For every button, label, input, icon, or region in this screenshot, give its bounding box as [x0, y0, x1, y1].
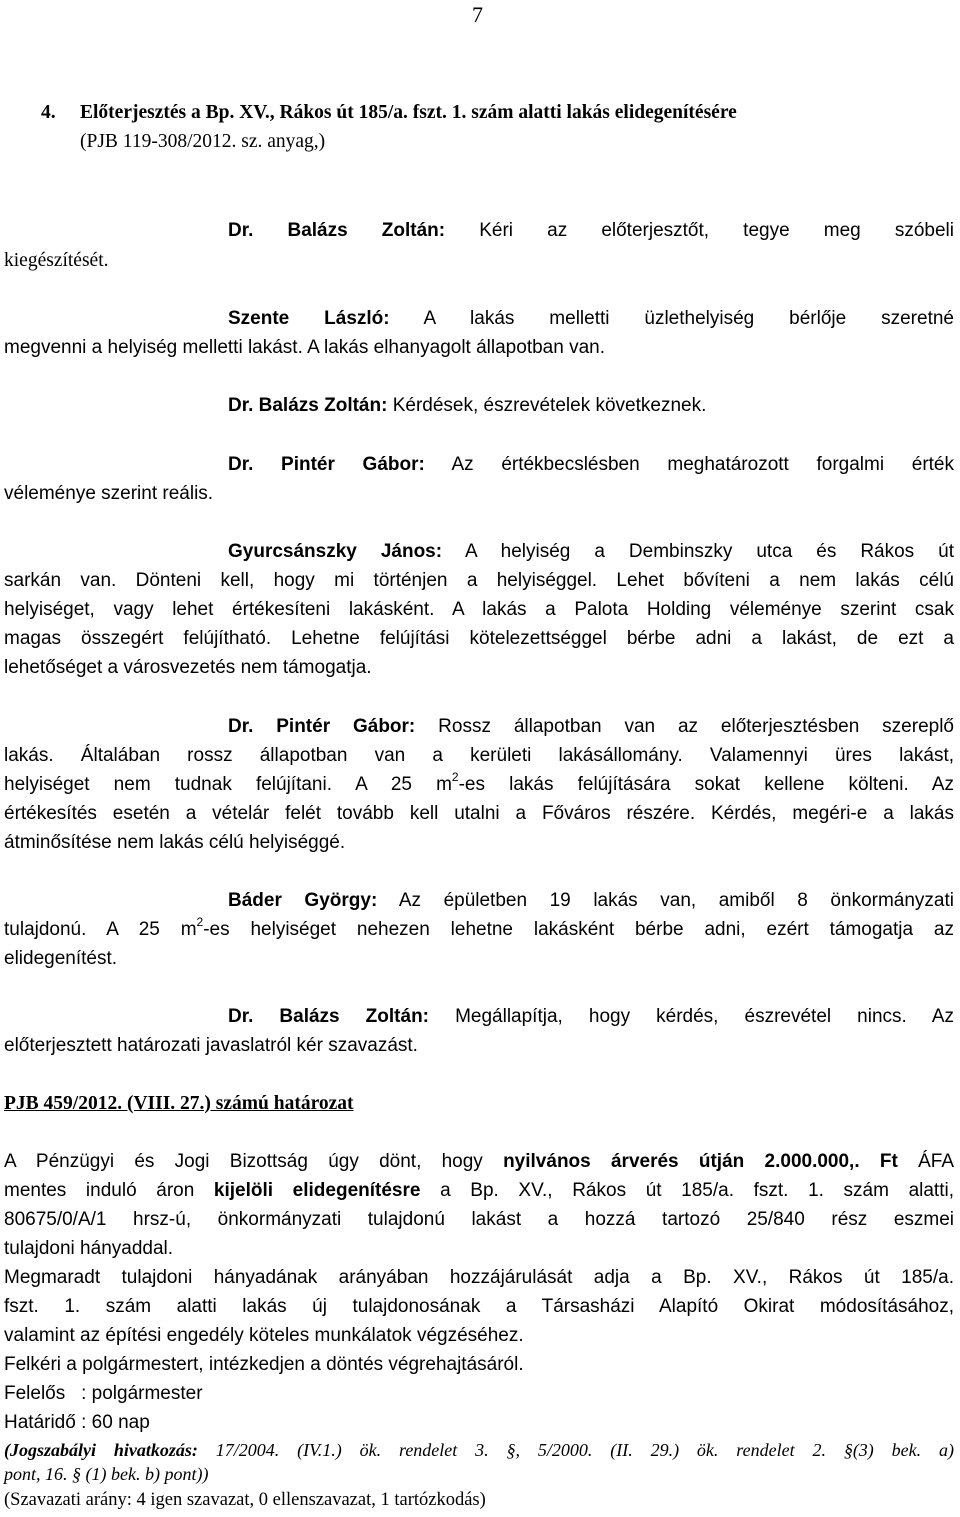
speaker-name: Dr. Balázs Zoltán: [228, 1006, 429, 1027]
statement-text: Az értékbecslésben meghatározott forgalmi érték [451, 454, 954, 475]
statement-text: -es helyiséget nehezen lehetne lakásként bérbe adni, ezért támogatja az [203, 919, 954, 940]
resolution-text: ÁFA [918, 1151, 954, 1172]
statement-line: elidegenítést. [4, 948, 118, 969]
legal-reference-label: (Jogszabályi hivatkozás: [4, 1440, 198, 1460]
statement-line [4, 770, 954, 797]
resolution-line [4, 1179, 954, 1203]
statement-line [228, 394, 706, 418]
statement-text: Kérdések, észrevételek következnek. [392, 395, 707, 416]
statement-text: A helyiség a Dembinszky utca és Rákos út [465, 541, 955, 562]
statement-line: előterjesztett határozati javaslatról kér szavazást. [4, 1035, 418, 1056]
statement-line: lakás. Általában rossz állapotban van a kerületi lakásállomány. Valamennyi üres lakást, [4, 745, 954, 766]
statement-line: megvenni a helyiség melletti lakást. A lakás elhanyagolt állapotban van. [4, 337, 605, 358]
statement-line: értékesítés esetén a vételár felét tovább kell utalni a Főváros részére. Kérdés, megéri-e a lakás [4, 803, 954, 824]
statement-line: átminősítése nem lakás célú helyiséggé. [4, 832, 346, 853]
statement-text: helyiséget nem tudnak felújítani. A 25 m [4, 774, 452, 795]
statement-text: Megállapítja, hogy kérdés, észrevétel nincs. Az [455, 1006, 955, 1027]
resolution-title: PJB 459/2012. (VIII. 27.) számú határozat [4, 1093, 354, 1114]
superscript: 2 [451, 770, 459, 784]
resolution-deadline: Határidő : 60 nap [4, 1412, 150, 1433]
speaker-name: Dr. Pintér Gábor: [228, 716, 416, 737]
statement-text: A lakás melletti üzlethelyiség bérlője szeretné [423, 308, 954, 329]
resolution-line: fszt. 1. szám alatti lakás új tulajdonosának a Társasházi Alapító Okirat módosításához, [4, 1296, 954, 1317]
statement-line [228, 540, 954, 564]
statement-line: sarkán van. Dönteni kell, hogy mi történjen a helyiséggel. Lehet bővíteni a nem lakás célú [4, 570, 954, 591]
speaker-name: Báder György: [228, 890, 378, 911]
resolution-line: Megmaradt tulajdoni hányadának arányában hozzájárulását adja a Bp. XV., Rákos út 185/a. [4, 1267, 954, 1288]
resolution-text: mentes induló áron [4, 1180, 195, 1201]
agenda-item-title: Előterjesztés a Bp. XV., Rákos út 185/a. fszt. 1. szám alatti lakás elidegenítésére [80, 102, 737, 123]
resolution-line [4, 1150, 954, 1174]
legal-reference-line: pont, 16. § (1) bek. b) pont)) [4, 1464, 209, 1484]
statement-line [4, 915, 954, 942]
statement-text: Kéri az előterjesztőt, tegye meg szóbeli [479, 220, 954, 241]
resolution-line: tulajdoni hányaddal. [4, 1238, 174, 1259]
statement-text: -es lakás felújítására sokat kellene költeni. Az [458, 774, 954, 795]
statement-line [228, 715, 954, 739]
statement-line: kiegészítését. [4, 250, 109, 271]
legal-reference-line [4, 1438, 954, 1462]
page-number: 7 [472, 2, 483, 27]
statement-line: helyiséget, vagy lehet értékesíteni lakásként. A lakás a Palota Holding véleménye szerint csak [4, 599, 954, 620]
vote-ratio: (Szavazati arány: 4 igen szavazat, 0 ellenszavazat, 1 tartózkodás) [4, 1490, 486, 1510]
statement-line [228, 889, 954, 913]
resolution-emphasis: kijelöli elidegenítésre [213, 1180, 421, 1201]
agenda-item-reference: (PJB 119-308/2012. sz. anyag,) [80, 131, 326, 152]
statement-line: lehetőséget a városvezetés nem támogatja. [4, 657, 372, 678]
statement-text: tulajdonú. A 25 m [4, 919, 197, 940]
statement-line: magas összegért felújítható. Lehetne felújítási kötelezettséggel bérbe adni a lakást, de ezt a [4, 628, 954, 649]
speaker-name: Dr. Balázs Zoltán: [228, 220, 446, 241]
statement-line [228, 307, 954, 331]
superscript: 2 [196, 915, 204, 929]
speaker-name: Dr. Balázs Zoltán: [228, 395, 388, 416]
resolution-text: a Bp. XV., Rákos út 185/a. fszt. 1. szám alatti, [440, 1180, 954, 1201]
statement-line [228, 219, 954, 243]
resolution-text: A Pénzügyi és Jogi Bizottság úgy dönt, hogy [4, 1151, 483, 1172]
statement-line [228, 1005, 954, 1029]
statement-line [228, 453, 954, 477]
agenda-item-number: 4. [41, 102, 56, 123]
resolution-responsible: Felelős : polgármester [4, 1383, 203, 1404]
speaker-name: Dr. Pintér Gábor: [228, 454, 425, 475]
statement-text: Rossz állapotban van az előterjesztésben szereplő [438, 716, 954, 737]
speaker-name: Gyurcsánszky János: [228, 541, 443, 562]
legal-reference-text: 17/2004. (IV.1.) ök. rendelet 3. §, 5/2000. (II. 29.) ök. rendelet 2. §(3) bek. a) [215, 1440, 954, 1460]
statement-text: Az épületben 19 lakás van, amiből 8 önkormányzati [398, 890, 954, 911]
statement-line: véleménye szerint reális. [4, 483, 214, 504]
resolution-line: Felkéri a polgármestert, intézkedjen a döntés végrehajtásáról. [4, 1354, 524, 1375]
resolution-line: valamint az építési engedély köteles munkálatok végzéséhez. [4, 1325, 524, 1346]
resolution-line: 80675/0/A/1 hrsz-ú, önkormányzati tulajdonú lakást a hozzá tartozó 25/840 rész eszmei [4, 1209, 954, 1230]
resolution-emphasis: nyilvános árverés útján 2.000.000,. Ft [503, 1151, 898, 1172]
speaker-name: Szente László: [228, 308, 390, 329]
